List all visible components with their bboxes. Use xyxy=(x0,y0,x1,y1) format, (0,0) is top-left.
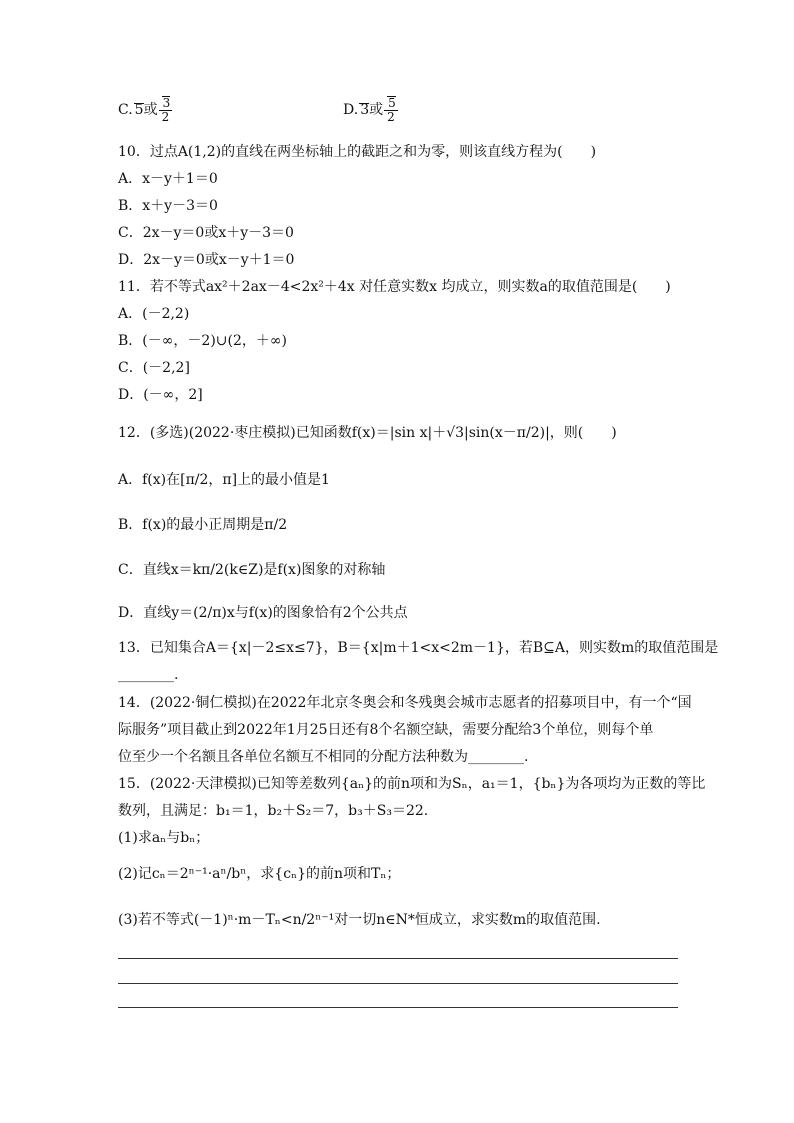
q11-option-a: A．(－2,2) xyxy=(118,306,190,322)
q10-option-c: C．2x－y＝0或x＋y－3＝0 xyxy=(118,225,294,241)
q15-line2: 数列，且满足：b₁＝1，b₂＋S₂＝7，b₃＋S₃＝22. xyxy=(118,803,429,819)
q13-line2: ________. xyxy=(118,667,179,683)
q12-option-a: A．f(x)在[π/2，π]上的最小值是1 xyxy=(118,472,330,488)
q14-line1: 14．(2022·铜仁模拟)在2022年北京冬奥会和冬残奥会城市志愿者的招募项目中，有一个“国 xyxy=(118,695,692,711)
q12-option-c: C．直线x＝kπ/2(k∈Z)是f(x)图象的对称轴 xyxy=(118,562,386,578)
q12-option-b: B．f(x)的最小正周期是π/2 xyxy=(118,517,288,533)
answer-line-3[interactable] xyxy=(118,1007,678,1008)
q11-stem: 11．若不等式ax²＋2ax－4<2x²＋4x 对任意实数x 均成立，则实数a的取值范围是( ) xyxy=(118,279,671,295)
q15-part2: (2)记cₙ＝2ⁿ⁻¹·aⁿ/bⁿ，求{cₙ}的前n项和Tₙ； xyxy=(118,866,401,882)
q10-option-a: A．x－y＋1＝0 xyxy=(118,171,218,187)
q11-option-d: D．(－∞，2] xyxy=(118,387,203,403)
answer-line-1[interactable] xyxy=(118,958,678,959)
q15-part3: (3)若不等式(－1)ⁿ·m－Tₙ<n/2ⁿ⁻¹对一切n∈N*恒成立，求实数m的取值范围. xyxy=(118,912,601,928)
q12-option-d: D．直线y＝(2/π)x与f(x)的图象恰有2个公共点 xyxy=(118,605,408,621)
answer-line-2[interactable] xyxy=(118,983,678,984)
q10-option-b: B．x＋y－3＝0 xyxy=(118,198,218,214)
q12-stem: 12．(多选)(2022·枣庄模拟)已知函数f(x)＝|sin x|＋√3|sin(x－π/2)|，则( ) xyxy=(118,425,617,441)
q14-line3: 位至少一个名额且各单位名额互不相同的分配方法种数为________. xyxy=(118,749,529,765)
q14-line2: 际服务”项目截止到2022年1月25日还有8个名额空缺，需要分配给3个单位，则每个单 xyxy=(118,722,654,738)
q11-option-b: B．(－∞，－2)∪(2，＋∞) xyxy=(118,333,288,349)
q15-line1: 15．(2022·天津模拟)已知等差数列{aₙ}的前n项和为Sₙ，a₁＝1，{bₙ}为各项均为正数的等比 xyxy=(118,776,706,792)
q15-part1: (1)求aₙ与bₙ； xyxy=(118,830,210,846)
q11-option-c: C．(－2,2] xyxy=(118,360,190,376)
q9-option-c: C. 5或 $\frac{3}{2}$ xyxy=(118,96,171,124)
q10-option-d: D．2x－y＝0或x－y＋1＝0 xyxy=(118,252,295,268)
q9-option-d: D. 3或 $\frac{5}{2}$ xyxy=(343,96,396,124)
q13-line1: 13．已知集合A＝{x|－2≤x≤7}，B＝{x|m＋1<x<2m－1}，若B⊆A，则实数m的取值范围是 xyxy=(118,640,719,656)
q10-stem: 10．过点A(1,2)的直线在两坐标轴上的截距之和为零，则该直线方程为( ) xyxy=(118,144,597,160)
